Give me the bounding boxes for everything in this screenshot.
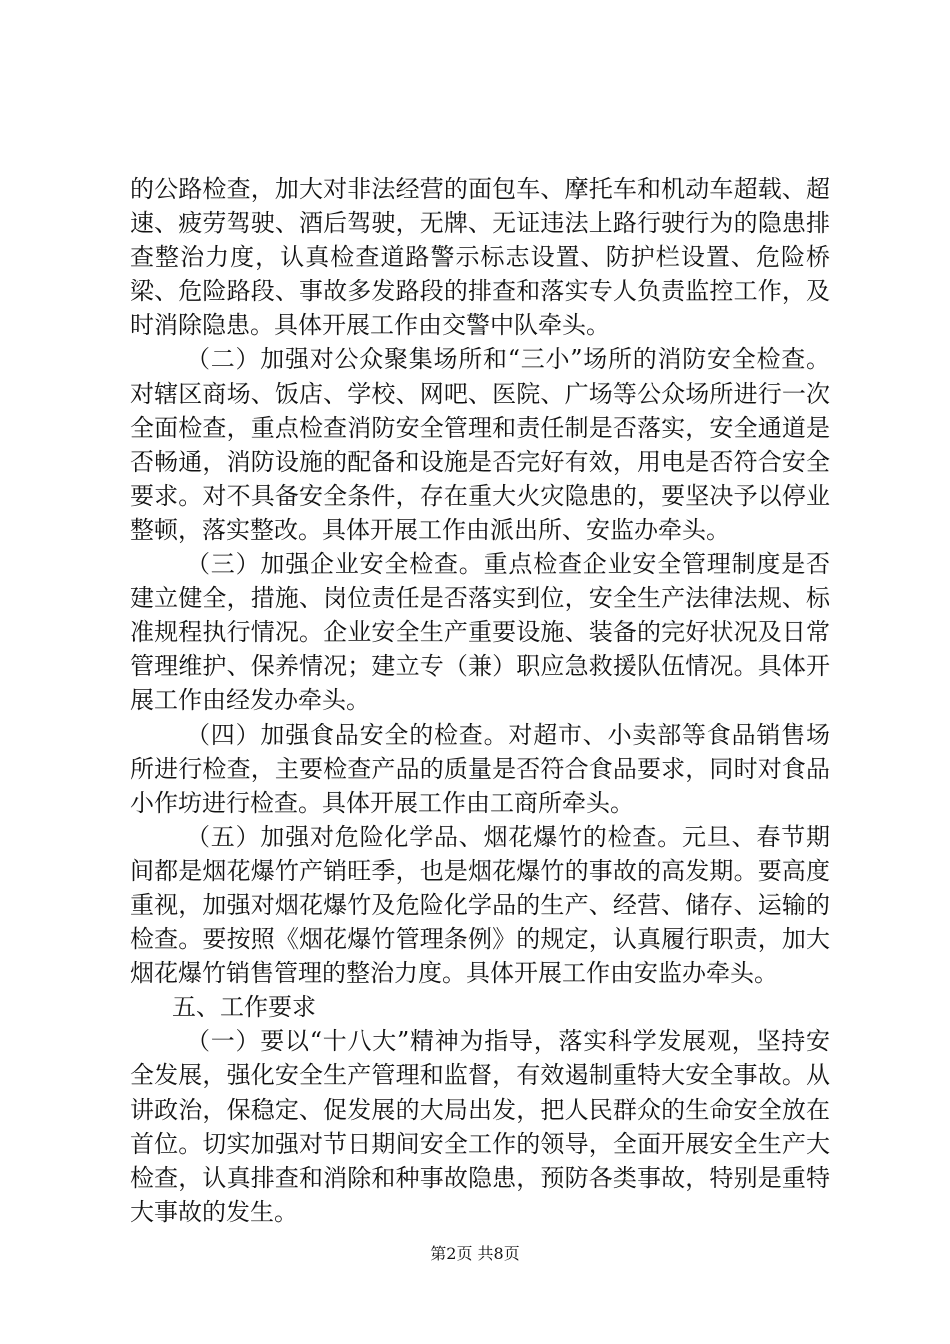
- document-body: [130, 172, 830, 1229]
- section-heading-work-requirements: 五、工作要求: [172, 993, 316, 1022]
- paragraph-road-inspection: 的公路检查，加大对非法经营的面包车、摩托车和机动车超载、超速、疲劳驾驶、酒后驾驶，无牌、无证违法上路行驶行为的隐患排查整治力度，认真检查道路警示标志设置、防护栏设置、危险桥梁、危险路段、事故多发路段的排查和落实专人负责监控工作，及时消除隐患。具体开展工作由交警中队牵头。: [130, 175, 830, 340]
- paragraph-hazardous-chemicals-fireworks: （五）加强对危险化学品、烟花爆竹的检查。元旦、春节期间都是烟花爆竹产销旺季，也是烟花爆竹的事故的高发期。要高度重视，加强对烟花爆竹及危险化学品的生产、经营、储存、运输的检查。要按照《烟花爆竹管理条例》的规定，认真履行职责，加大烟花爆竹销售管理的整治力度。具体开展工作由安监办牵头。: [130, 822, 830, 988]
- paragraph-requirement-one: （一）要以“十八大”精神为指导，落实科学发展观，坚持安全发展，强化安全生产管理和监督，有效遏制重特大安全事故。从讲政治，保稳定、促发展的大局出发，把人民群众的生命安全放在首位。切实加强对节日期间安全工作的领导，全面开展安全生产大检查，认真排查和消除和种事故隐患，预防各类事故，特别是重特大事故的发生。: [130, 1027, 830, 1226]
- paragraph-enterprise-safety: （三）加强企业安全检查。重点检查企业安全管理制度是否建立健全，措施、岗位责任是否落实到位，安全生产法律法规、标准规程执行情况。企业安全生产重要设施、装备的完好状况及日常管理维护、保养情况；建立专（兼）职应急救援队伍情况。具体开展工作由经发办牵头。: [130, 550, 830, 715]
- page-number-footer: 第2页 共8页: [430, 1244, 520, 1263]
- paragraph-food-safety: （四）加强食品安全的检查。对超市、小卖部等食品销售场所进行检查，主要检查产品的质量是否符合食品要求，同时对食品小作坊进行检查。具体开展工作由工商所牵头。: [130, 720, 830, 817]
- paragraph-public-venues-fire-safety: （二）加强对公众聚集场所和“三小”场所的消防安全检查。对辖区商场、饭店、学校、网吧、医院、广场等公众场所进行一次全面检查，重点检查消防安全管理和责任制是否落实，安全通道是否畅通，消防设施的配备和设施是否完好有效，用电是否符合安全要求。对不具备安全条件，存在重大火灾隐患的，要坚决予以停业整顿，落实整改。具体开展工作由派出所、安监办牵头。: [130, 345, 830, 544]
